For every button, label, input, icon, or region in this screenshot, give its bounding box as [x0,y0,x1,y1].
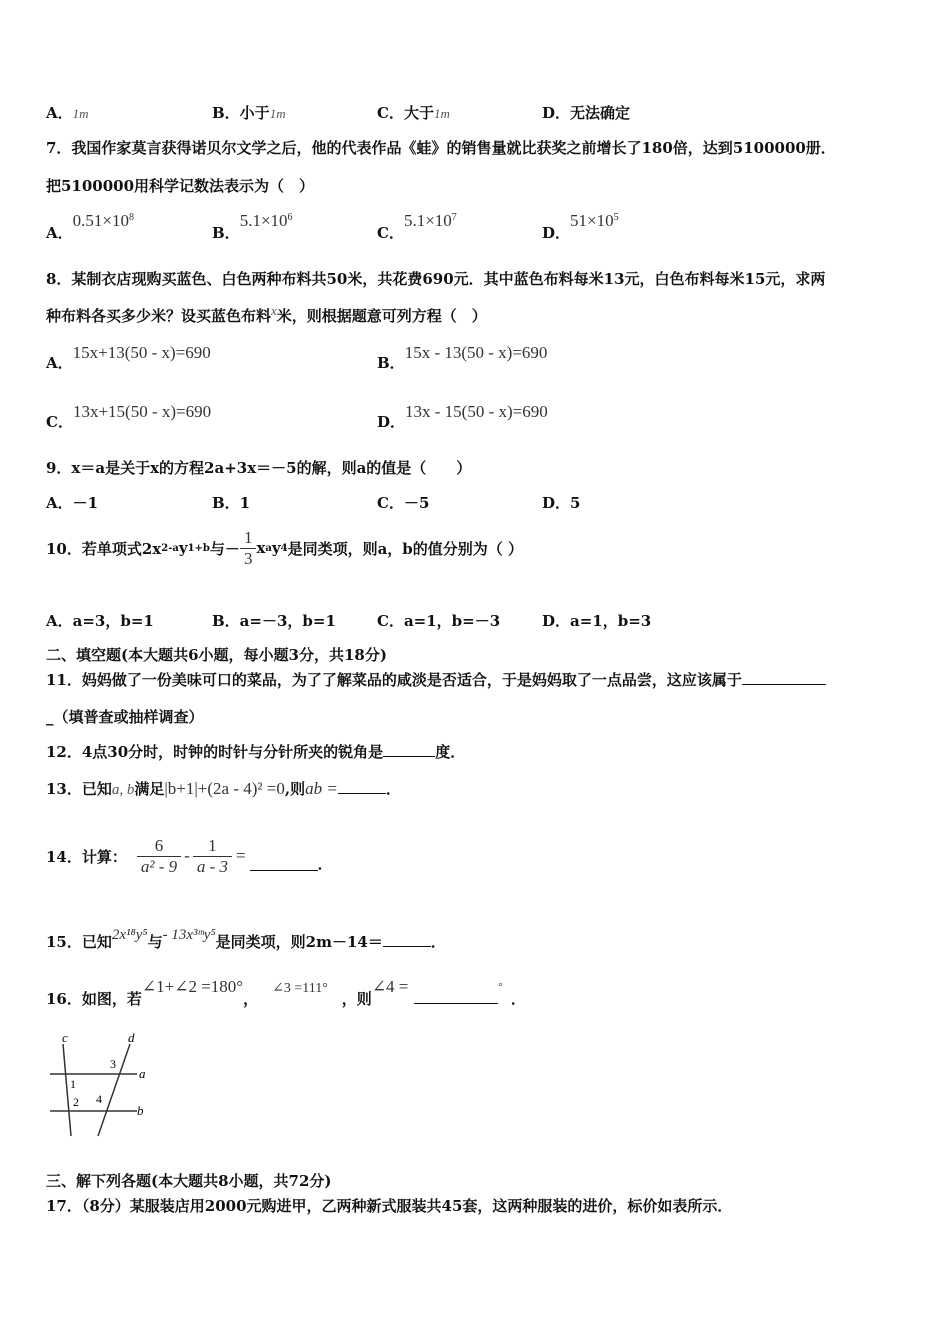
q9-option-c: C．－5 [377,494,430,512]
q14-den1: a² - 9 [140,856,178,876]
q10-frac-den: 3 [243,548,253,568]
q6-option-b-value: 1m [269,106,286,121]
q10-mid3: x [256,539,266,557]
q10-mid4: y [271,539,281,557]
q14-equals: = [235,846,246,865]
q8-line2 [46,305,487,326]
q10-mid2: 与－ [209,539,240,558]
q7-option-b [212,210,293,242]
q8-option-b [377,342,548,372]
q10-exp1: 2-a [161,542,179,554]
q13-vars: a, b [111,782,135,798]
q8-line2-part1: 种布料各买多少米？设买蓝色布料 [46,307,272,325]
q8-option-b-value: 15x - 13(50 - x)=690 [404,343,548,362]
q13-mid2: ,则 [284,780,306,798]
q16 [46,976,526,1008]
q16-mid: ，则 [341,990,372,1008]
q11-line2: _（填普查或抽样调查） [46,708,204,726]
section-3-heading: 三、解下列各题(本大题共8小题，共72分) [46,1172,332,1190]
q6-option-d: D．无法确定 [542,104,631,122]
q15-mid: 与 [147,933,163,951]
label-c: c [62,1030,68,1045]
q7-option-a-exp: 8 [128,212,134,223]
q7-option-d-label: D． [542,224,571,242]
q13-blank[interactable] [338,779,386,794]
q14-pre: 14．计算： [46,847,127,866]
q10-exp3: a [265,542,272,554]
q13-expression: |b+1|+(2a - 4)² =0 [164,779,285,798]
q6-option-c [377,102,450,123]
q7-option-c [377,210,457,242]
q7-line2: 把5100000用科学记数法表示为（ ） [46,177,315,195]
q8-option-d [377,401,548,431]
q16-comma: ， [243,990,259,1008]
q16-pre: 16．如图，若 [46,990,142,1008]
q16-blank[interactable] [414,989,498,1004]
q17-text: 17．（8分）某服装店用2000元购进甲，乙两种新式服装共45套，这两种服装的进价，标价如表所示． [46,1197,733,1215]
angle-2-label: 2 [73,1095,79,1109]
q14-num1: 6 [137,836,181,857]
q10-option-b: B．a=－3，b=1 [212,612,336,630]
q8-option-d-value: 13x - 15(50 - x)=690 [405,402,548,421]
q8-variable: x [271,303,277,318]
q15-blank[interactable] [383,932,431,947]
q8-option-c-value: 13x+15(50 - x)=690 [72,402,212,421]
q14-minus: - [184,846,190,865]
q12-post: 度． [435,743,466,761]
q14-fraction-2 [193,836,232,877]
q7-option-c-exp: 7 [451,212,457,223]
q14-blank[interactable] [250,856,318,871]
q7-option-a [46,210,134,242]
q7-option-d-value: 51×10 [570,211,614,230]
q10-option-a: A．a=3，b=1 [46,612,154,630]
q7-line1: 7．我国作家莫言获得诺贝尔文学之后，他的代表作品《蛙》的销售量就比获奖之前增长了180倍，达到5100000册． [46,139,836,157]
q13-post: ． [385,780,401,798]
q16-end: ． [510,990,526,1008]
q12-pre: 12．4点30分时，时钟的时针与分针所夹的锐角是 [46,743,384,761]
angle-3-label: 3 [110,1057,116,1071]
q10-text [46,523,523,573]
q12-blank[interactable] [383,742,435,757]
q8-option-d-label: D． [377,413,406,431]
q15-end: ． [430,933,446,951]
q6-option-a-value: 1m [72,106,89,121]
q9-text: 9．x＝a是关于x的方程2a+3x＝－5的解，则a的值是（ ） [46,459,472,477]
q6-option-a-label: A． [46,104,73,122]
q10-exp2: 1+b [187,542,210,554]
label-d: d [128,1030,135,1045]
q15-post: 是同类项，则2m－14＝ [215,933,383,951]
q16-expr2: ∠3 =111° [272,981,328,996]
q15 [46,923,446,951]
angle-1-label: 1 [70,1077,76,1091]
q8-option-b-label: B． [377,354,405,372]
q7-option-b-exp: 6 [287,212,293,223]
q6-option-c-label: C．大于 [377,104,434,122]
q10-mid1: y [178,539,188,557]
q8-option-a-value: 15x+13(50 - x)=690 [72,343,211,362]
q10-pre: 10．若单项式2x [46,539,162,558]
q6-option-b [212,102,286,123]
q8-line2-part2: 米，则根据题意可列方程（ ） [276,307,487,325]
q12 [46,741,465,762]
q10-frac-num: 1 [240,528,257,549]
q8-option-c [46,401,212,431]
q8-line1: 8．某制衣店现购买蓝色、白色两种布料共50米，共花费690元．其中蓝色布料每米13元，白色布料每米15元，求两 [46,270,826,288]
q11-line1-text: 11．妈妈做了一份美味可口的菜品，为了了解菜品的咸淡是否适合，于是妈妈取了一点品尝，这应该属于 [46,671,742,689]
q10-post: 是同类项，则a，b的值分别为（ ） [287,539,523,558]
q9-option-b: B．1 [212,494,251,512]
label-b: b [137,1103,144,1118]
q10-fraction [240,528,257,569]
q14 [46,830,333,882]
q16-expr3: ∠4 = [371,977,409,996]
q10-exp4: 4 [280,542,288,554]
q8-option-a [46,342,211,372]
q7-option-b-value: 5.1×10 [239,211,288,230]
q7-option-b-label: B． [212,224,240,242]
q7-option-c-label: C． [377,224,404,242]
q15-term1: 2x¹⁸y⁵ [111,927,148,943]
q6-option-c-value: 1m [433,106,450,121]
q7-option-a-value: 0.51×10 [72,211,129,230]
q16-degree: ° [498,981,503,993]
q15-pre: 15．已知 [46,933,112,951]
q7-option-d [542,210,619,242]
q7-option-a-label: A． [46,224,73,242]
section-2-heading: 二、填空题(本大题共6小题，每小题3分，共18分) [46,646,387,664]
q7-option-d-exp: 5 [613,212,619,223]
q8-option-c-label: C． [46,413,73,431]
q7-option-c-value: 5.1×10 [403,211,452,230]
q13 [46,778,401,799]
q14-den2: a - 3 [196,856,228,876]
q14-num2: 1 [193,836,232,857]
q9-option-a: A．－1 [46,494,99,512]
q13-ab: ab = [305,779,338,798]
parallel-lines-figure [40,1030,160,1140]
q8-option-a-label: A． [46,354,73,372]
q9-option-d: D．5 [542,494,581,512]
q6-option-b-label: B．小于 [212,104,270,122]
label-a: a [139,1066,146,1081]
q6-option-a [46,102,89,123]
q15-term2: - 13x³ᵐy⁵ [162,927,216,943]
q13-mid: 满足 [134,780,165,798]
q13-pre: 13．已知 [46,780,112,798]
q14-fraction-1 [137,836,181,877]
q11-blank[interactable] [742,670,826,685]
q14-post: ． [317,854,333,873]
q11-line1 [46,669,826,690]
angle-4-label: 4 [96,1092,102,1106]
q16-expr1: ∠1+∠2 =180° [141,977,244,996]
q10-option-c: C．a=1，b=－3 [377,612,501,630]
q10-option-d: D．a=1，b=3 [542,612,652,630]
